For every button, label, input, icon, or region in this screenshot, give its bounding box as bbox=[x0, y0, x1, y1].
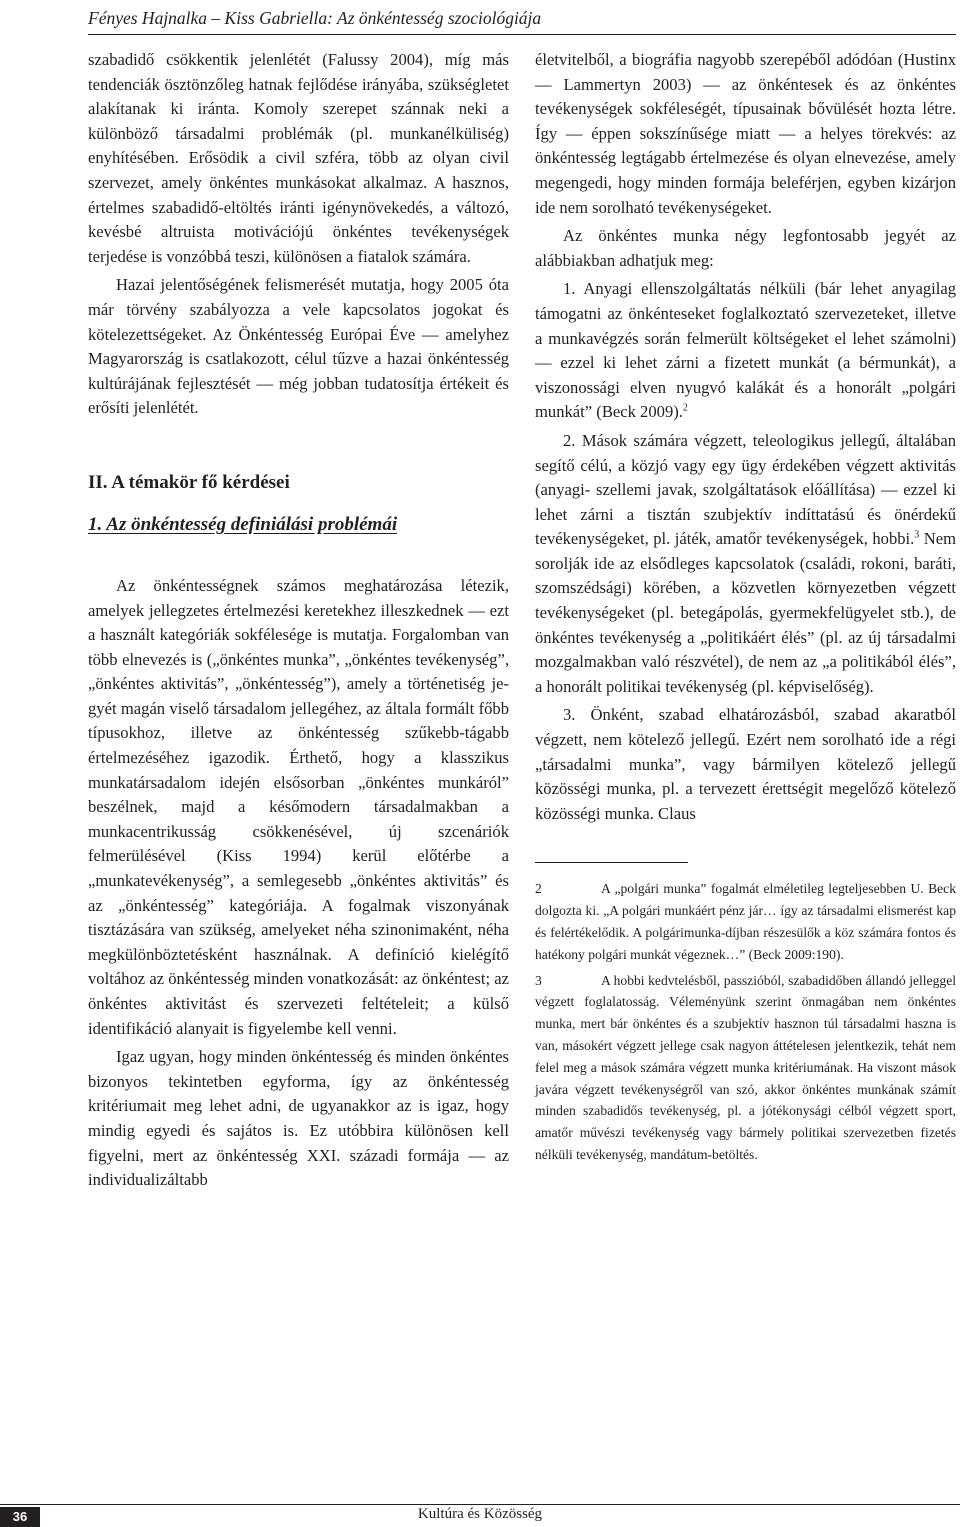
body-paragraph: életvitelből, a biográfia nagyobb szerepéből adódóan (Hustinx — Lammertyn 2003) — az önkéntesek és az önkéntes tevékenységek sokféleségét, típusainak bővülését hozta létre. Így — éppen sokszínűsége miatt — a helyes törekvés: az önkéntesség legtágabb értelmezése és olyan elnevezése, amely megengedi, hogy minden formája beleférjen, egyben kizárjon ide nem sorolható tevékenységeket. bbox=[535, 50, 956, 217]
body-paragraph: Hazai jelentőségének felismerését mutatja, hogy 2005 óta már törvény szabályozza a vele kapcsolatos jogokat és kötelezettségeket. Az Önkéntesség Európai Éve — amelyhez Magyarország is csatlakozott, célul tűzve a hazai önkéntesség kultúrájának fejlesztését — még jobban tudatosítja értékeit és erősíti jelenlétét. bbox=[88, 275, 509, 418]
footnote-rule bbox=[535, 862, 688, 863]
left-column bbox=[88, 48, 509, 1193]
list-item-1 bbox=[535, 277, 956, 425]
footnote-2 bbox=[535, 878, 956, 965]
footnote-text: A „polgári munka” fogalmát elméletileg legteljesebben U. Beck dolgozta ki. „A polgári munkáért pénz jár… így az társadalmi elismerést kap és felértékelődik. A polgárimunka-díjban részesülők a köz számára fontos és hatékony polgári munkát végeznek…” (Beck 2009:190). bbox=[535, 881, 956, 962]
footnote-3 bbox=[535, 970, 956, 1166]
footnote-ref[interactable]: 2 bbox=[682, 402, 688, 414]
body-paragraph: Az önkéntességnek számos meghatározása létezik, amelyek jellegzetes értelmezési keretekhez illeszkednek — ezt a használt kategóriák sokfélesége is mutatja. Forgalomban van több elnevezés is („önkéntes munka”, „önkéntes tevékenység”, „önkéntes aktivitás”, „önkéntesség”), amely a történetiség jegyét magán viselő társadalom jellegéhez, az általa formált főbb típusokhoz, illetve az önkéntesség szűkebb-tágabb értelmezéséhez igazodik. Érthető, hogy a klasszikus munkatársadalom idején elsősorban „önkéntes munkáról” beszélnek, majd a későmodern társadalmakban a munkacentrikusság csökkenésével, új szcenáriók felmerülésével (Kiss 1994) kerül előtérbe a „munkatevékenység”, a semlegesebb „önkéntes aktivitás” és az „önkéntesség” kategóriája. A fogalmak viszonyának tisztázására van szükség, amelyeket néha szinonimaként, néha megkülönböztetésként használnak. A definíció kielégítő voltához az önkéntesség minden vonatkozását: az önkéntest; az önkéntes aktivitást és szervezeti feltételeit; a külső identifikáció alanyait is figyelembe kell venni. bbox=[88, 575, 509, 1038]
subsection-heading: 1. Az önkéntesség definiálási problémái bbox=[88, 513, 398, 535]
page-number: 36 bbox=[0, 1507, 40, 1527]
header-rule bbox=[88, 34, 956, 35]
right-column bbox=[535, 48, 956, 1166]
list-item-text: 2. Mások számára végzett, teleologikus jellegű, általában segítő célú, a közjó vagy egy ügy érdekében végzett aktivitás (anyagi- szellemi javak, szolgáltatások előállítása) — ezzel ki lehet zárni a tisztán szubjektív indíttatású és önérdekű tevékenységeket, pl. játék, amatőr tevékenységek, hobbi. bbox=[535, 430, 956, 549]
body-paragraph: Az önkéntes munka négy legfontosabb jegyét az alábbiakban adhatjuk meg: bbox=[535, 226, 956, 270]
list-item-3: 3. Önként, szabad elhatározásból, szabad akaratból végzett, nem kötelező jellegű. Ezért nem sorolható ide a régi „társadalmi munka”, vagy bármilyen kötelező jellegű közösségi munka, pl. a tervezett érettségit megelőző kötelező közösségi munka. Claus bbox=[535, 705, 956, 823]
footer-rule bbox=[0, 1504, 960, 1505]
body-paragraph: szabadidő csökkentik jelenlétét (Falussy 2004), míg más tendenciák ösztönzőleg hatnak fejlődése irányába, szükségletet alakítanak ki iránta. Komoly szerepet szánnak neki a különböző társadalmi problémák (pl. munkanélküliség) enyhítésében. Erősödik a civil szféra, több az olyan civil szervezet, amely önkéntes munkásokat alkalmaz. A hasznos, értelmes szabadidő-eltöltés iránti igénynövekedés, a változó, kevésbé altruista motivációjú önkéntes tevékenységek terjedése is vonzóbbá teszi, különösen a fiatalok számára. bbox=[88, 50, 509, 266]
body-paragraph: Igaz ugyan, hogy minden önkéntesség és minden önkéntes bizonyos tekintetben egyforma, így az önkéntesség kritériumait meg lehet adni, de ugyanakkor az is igaz, hogy mindig egyedi és sajátos is. Ez utóbbira különösen kell figyelni, mert az önkéntesség XXI. századi formája — az individualizáltabb bbox=[88, 1047, 509, 1190]
list-item-text: 1. Anyagi ellenszolgáltatás nélküli (bár lehet anyagilag támogatni az önkénteseket foglalkoztató szervezeteket, illetve a munkavégzés során felmerült költségeket el lehet számolni) — ezzel ki lehet zárni a fizetett munkát (a bérmunkát), a viszonossági elven nyugvó kalákát és a honorált „polgári munkát” (Beck 2009). bbox=[535, 279, 956, 422]
list-item-2 bbox=[535, 429, 956, 700]
footnote-number: 2 bbox=[535, 881, 542, 897]
list-item-text: Nem sorolják ide az elsődleges kapcsolatok (családi, rokoni, baráti, szomszédsági) körében, a közvetlen környezetben végzett tevékenységeket (pl. betegápolás, gyermekfelügyelet stb.), de önkéntes tevékenység a „politikáért élés” (pl. az új társadalmi mozgalmakban való részvétel), de nem az „a politikából élés”, a honorált politikai tevékenység (pl. képviselőség). bbox=[535, 529, 956, 696]
running-head: Fényes Hajnalka – Kiss Gabriella: Az önkéntesség szociológiája bbox=[88, 8, 542, 28]
footnote-number: 3 bbox=[535, 972, 542, 988]
journal-name: Kultúra és Közösség bbox=[417, 1506, 543, 1522]
section-heading: II. A témakör fő kérdései bbox=[88, 471, 290, 493]
footnote-text: A hobbi kedvtelésből, passzióból, szabadidőben állandó jelleggel végzett foglalatosság. Véleményünk szerint önmagában nem önkéntes munka, mert bár önkéntes és a szubjektív hasznon túl társadalmi haszna is van, másokért végzett jellege csak nagyon áttételesen jelentkezik, tehát nem felel meg a mások számára végzett munka kritériumának. Ha viszont mások javára végzett tevékenységről van szó, akkor önkéntes munkának számít minden szabadidős tevékenység, pl. a jótékonysági célból végzett sport, amatőr művészi tevékenység vagy bármely politikai szervezetben fizetés nélküli tevékenység, mandátum-betöltés. bbox=[535, 972, 956, 1162]
footnote-ref[interactable]: 3 bbox=[914, 529, 920, 541]
